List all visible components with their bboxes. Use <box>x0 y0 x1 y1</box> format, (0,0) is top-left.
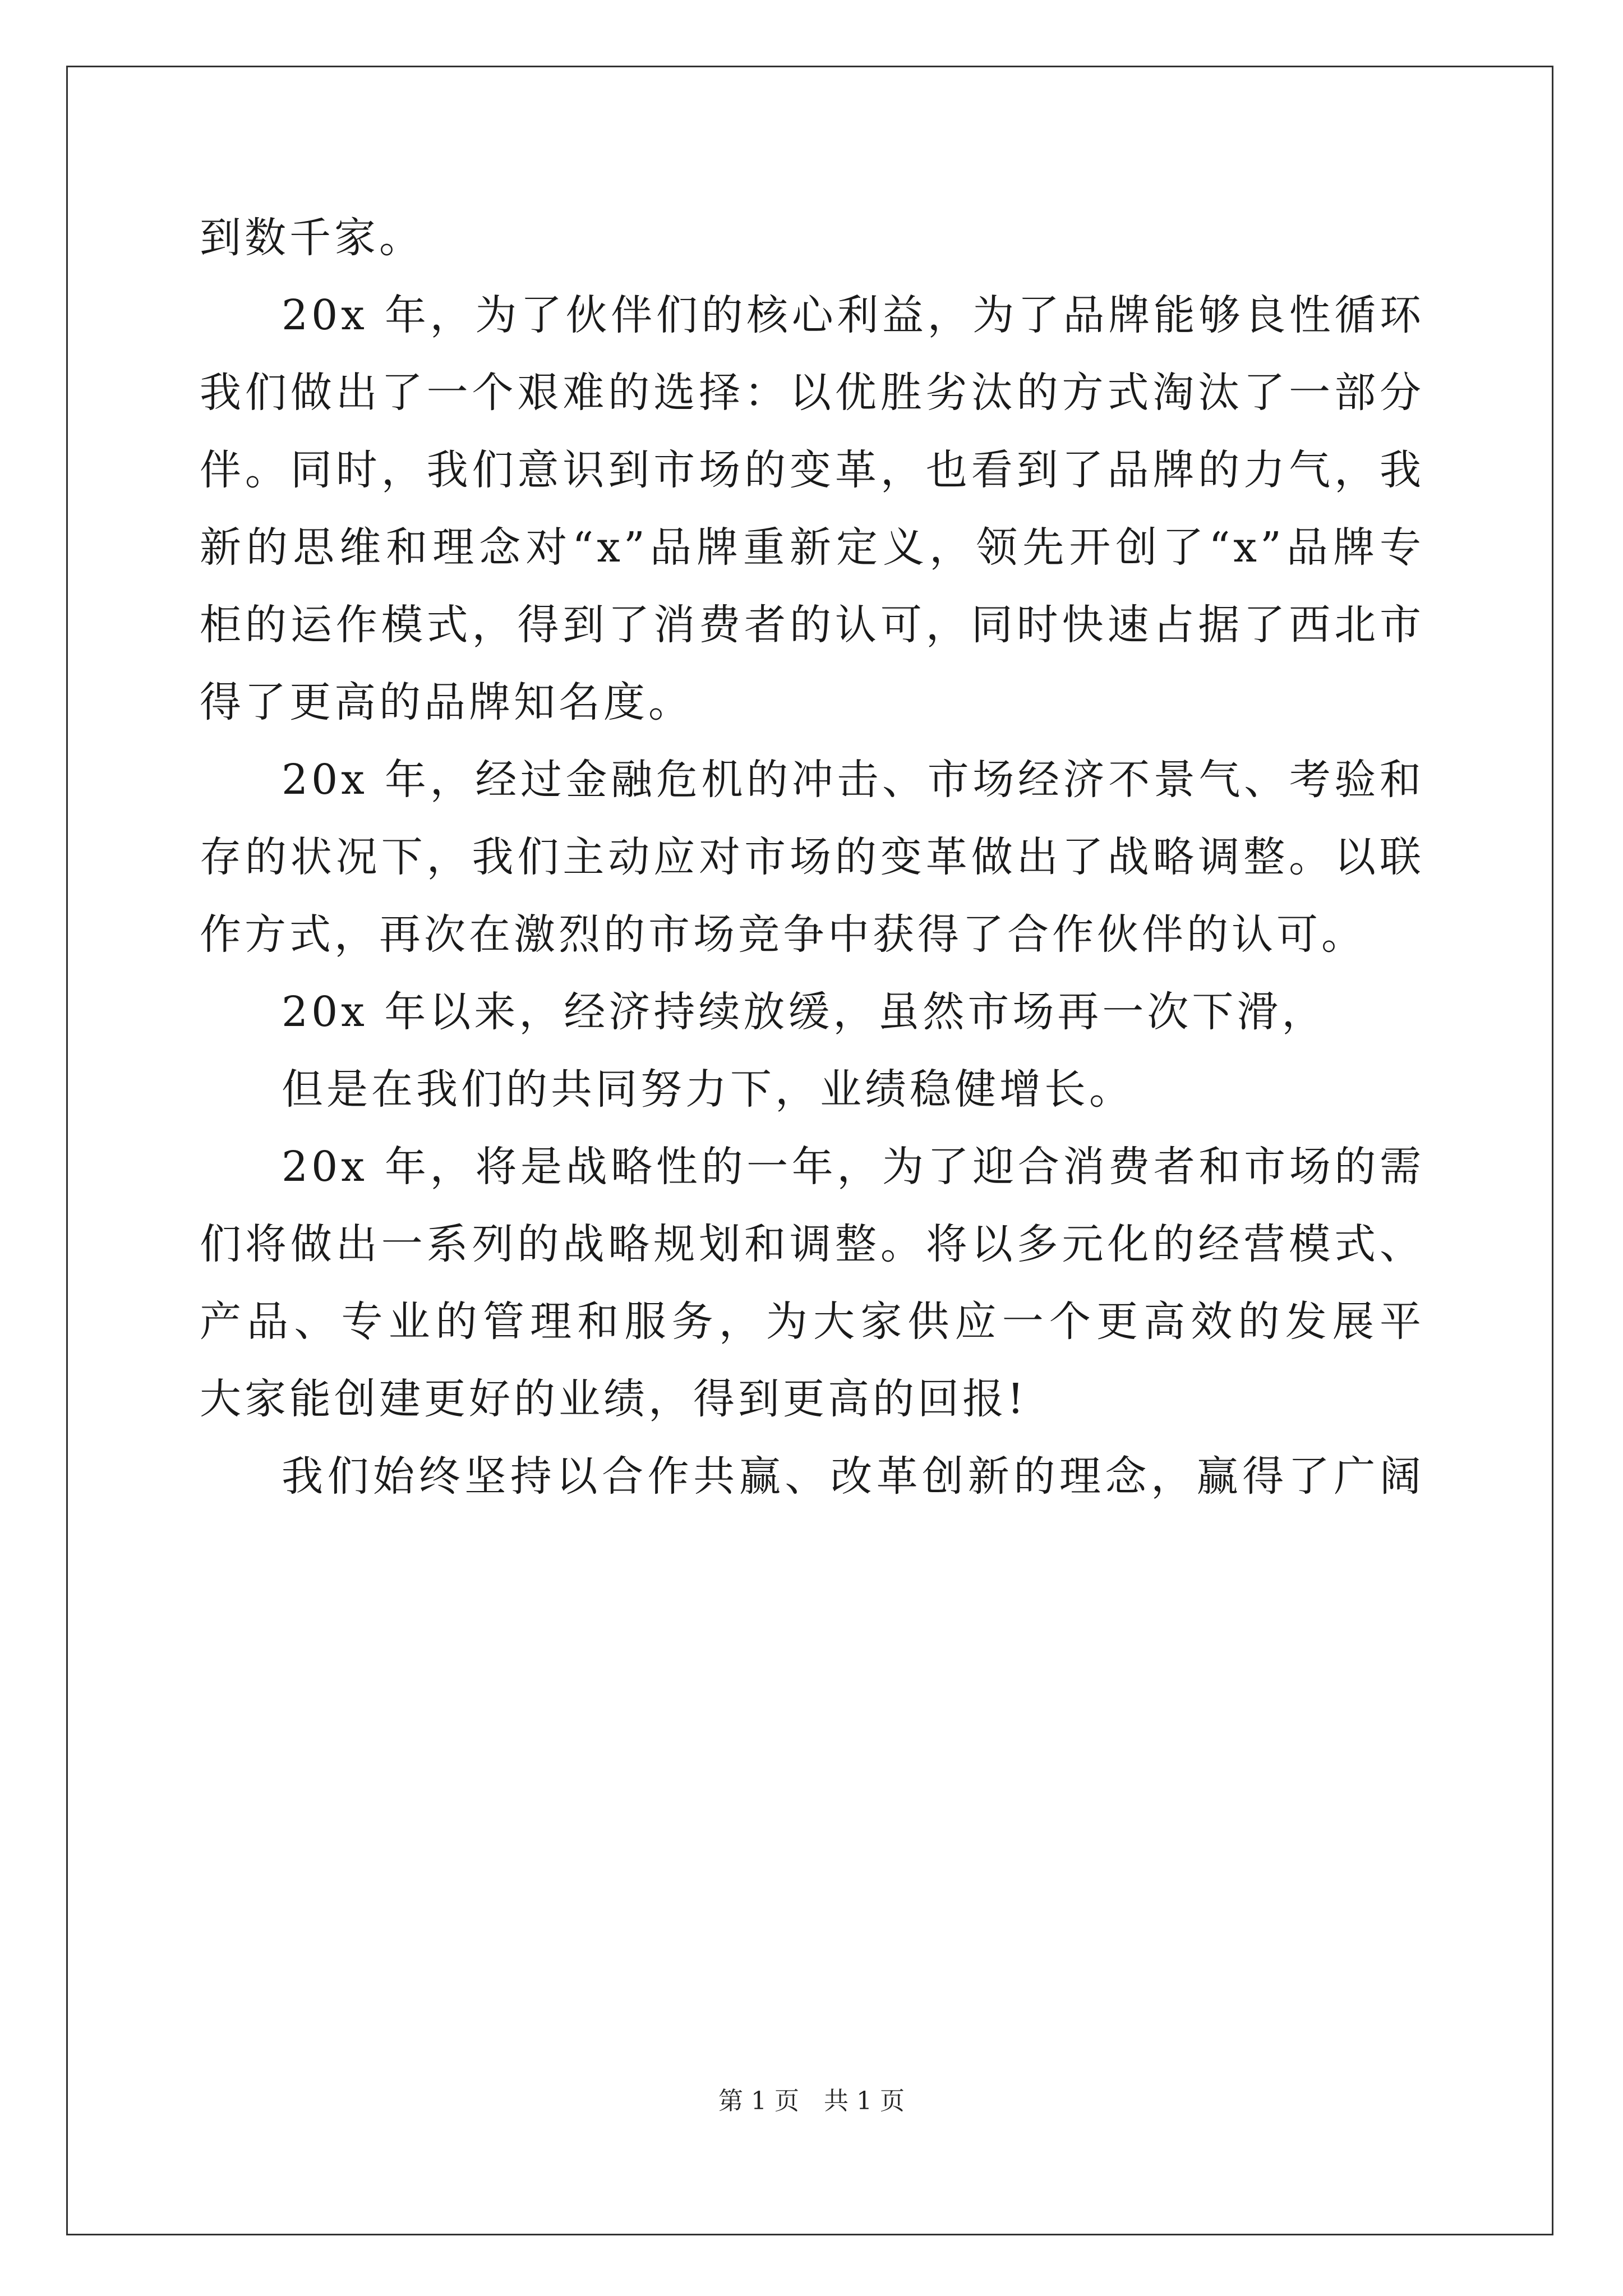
text-line: 到数千家。 <box>200 214 424 262</box>
text-line: 20x 年，为了伙伴们的核心利益，为了品牌能够良性循环 <box>282 291 1424 339</box>
text-line: 伴。同时，我们意识到市场的变革，也看到了品牌的力气，我 <box>200 446 1424 494</box>
text-line: 们将做出一系列的战略规划和调整。将以多元化的经营模式、 <box>200 1220 1424 1268</box>
text-line: 产品、专业的管理和服务，为大家供应一个更高效的发展平 <box>200 1297 1424 1346</box>
text-line: 20x 年，将是战略性的一年，为了迎合消费者和市场的需 <box>282 1143 1424 1191</box>
document-body <box>200 199 1424 1515</box>
text-line: 我们做出了一个艰难的选择：以优胜劣汰的方式淘汰了一部分 <box>200 369 1424 417</box>
text-line: 得了更高的品牌知名度。 <box>200 678 693 726</box>
page-footer: 第 1 页 共 1 页 <box>718 2087 905 2115</box>
text-line: 新的思维和理念对“x”品牌重新定义，领先开创了“x”品牌专 <box>200 523 1424 572</box>
text-line: 存的状况下，我们主动应对市场的变革做出了战略调整。以联 <box>200 833 1424 881</box>
text-line: 20x 年，经过金融危机的冲击、市场经济不景气、考验和 <box>282 756 1424 804</box>
text-line: 我们始终坚持以合作共赢、改革创新的理念，赢得了广阔 <box>282 1452 1424 1501</box>
text-line: 大家能创建更好的业绩，得到更高的回报! <box>200 1375 1027 1423</box>
text-line: 作方式，再次在激烈的市场竞争中获得了合作伙伴的认可。 <box>200 910 1366 959</box>
text-line: 柜的运作模式，得到了消费者的认可，同时快速占据了西北市 <box>200 601 1424 649</box>
text-line: 20x 年以来，经济持续放缓，虽然市场再一次下滑， <box>282 988 1327 1036</box>
text-line: 但是在我们的共同努力下，业绩稳健增长。 <box>282 1065 1134 1114</box>
